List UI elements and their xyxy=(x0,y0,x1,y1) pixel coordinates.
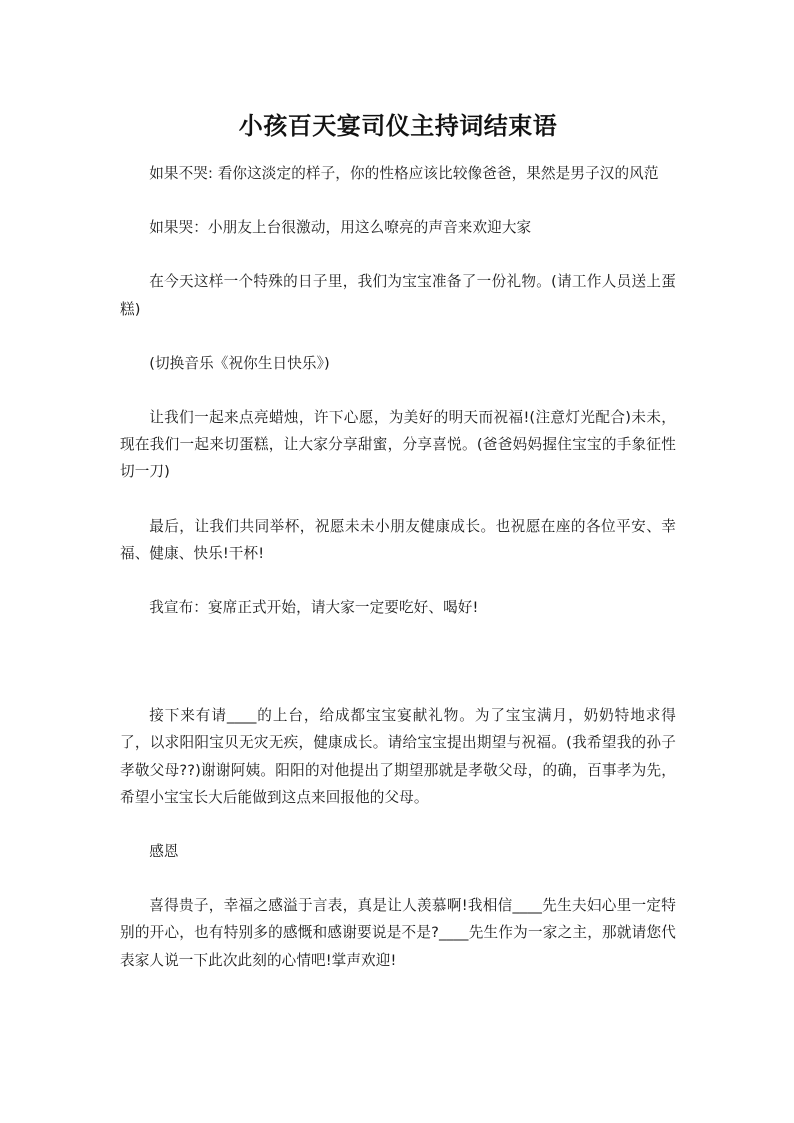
paragraph-toast: 最后，让我们共同举杯，祝愿未未小朋友健康成长。也祝愿在座的各位平安、幸福、健康、快乐!干杯! xyxy=(120,517,676,562)
paragraph-if-not-crying: 如果不哭: 看你这淡定的样子，你的性格应该比较像爸爸，果然是男子汉的风范 xyxy=(149,165,659,182)
document-page xyxy=(120,106,676,1001)
section-heading-gratitude: 感恩 xyxy=(149,843,179,861)
blank-space xyxy=(120,648,676,702)
paragraph-gift-cake: 在今天这样一个特殊的日子里，我们为宝宝准备了一份礼物。(请工作人员送上蛋糕) xyxy=(120,273,676,318)
paragraph-father-speech: 喜得贵子，幸福之感溢于言表，真是让人羡慕啊!我相信____先生夫妇心里一定特别的开心，也有特别多的感慨和感谢要说是不是?____先生作为一家之主，那就请您代表家人说一下此次此刻的心情吧!掌声欢迎! xyxy=(120,897,676,969)
document-title: 小孩百天宴司仪主持词结束语 xyxy=(238,112,558,140)
paragraph-gift-presentation: 接下来有请____的上台，给成都宝宝宴献礼物。为了宝宝满月，奶奶特地求得了，以求阳阳宝贝无灾无疾，健康成长。请给宝宝提出期望与祝福。(我希望我的孙子孝敬父母??)谢谢阿姨。阳阳的对他提出了期望那就是孝敬父母，的确，百事孝为先，希望小宝宝长大后能做到这点来回报他的父母。 xyxy=(120,707,676,806)
paragraph-if-crying: 如果哭：小朋友上台很激动，用这么嘹亮的声音来欢迎大家 xyxy=(149,219,532,237)
paragraph-announce-banquet: 我宣布：宴席正式开始，请大家一定要吃好、喝好! xyxy=(149,599,479,617)
paragraph-switch-music: (切换音乐《祝你生日快乐》) xyxy=(149,354,330,372)
paragraph-light-candles: 让我们一起来点亮蜡烛，许下心愿，为美好的明天而祝福!(注意灯光配合)未未，现在我们一起来切蛋糕，让大家分享甜蜜，分享喜悦。(爸爸妈妈握住宝宝的手象征性切一刀) xyxy=(120,409,676,481)
